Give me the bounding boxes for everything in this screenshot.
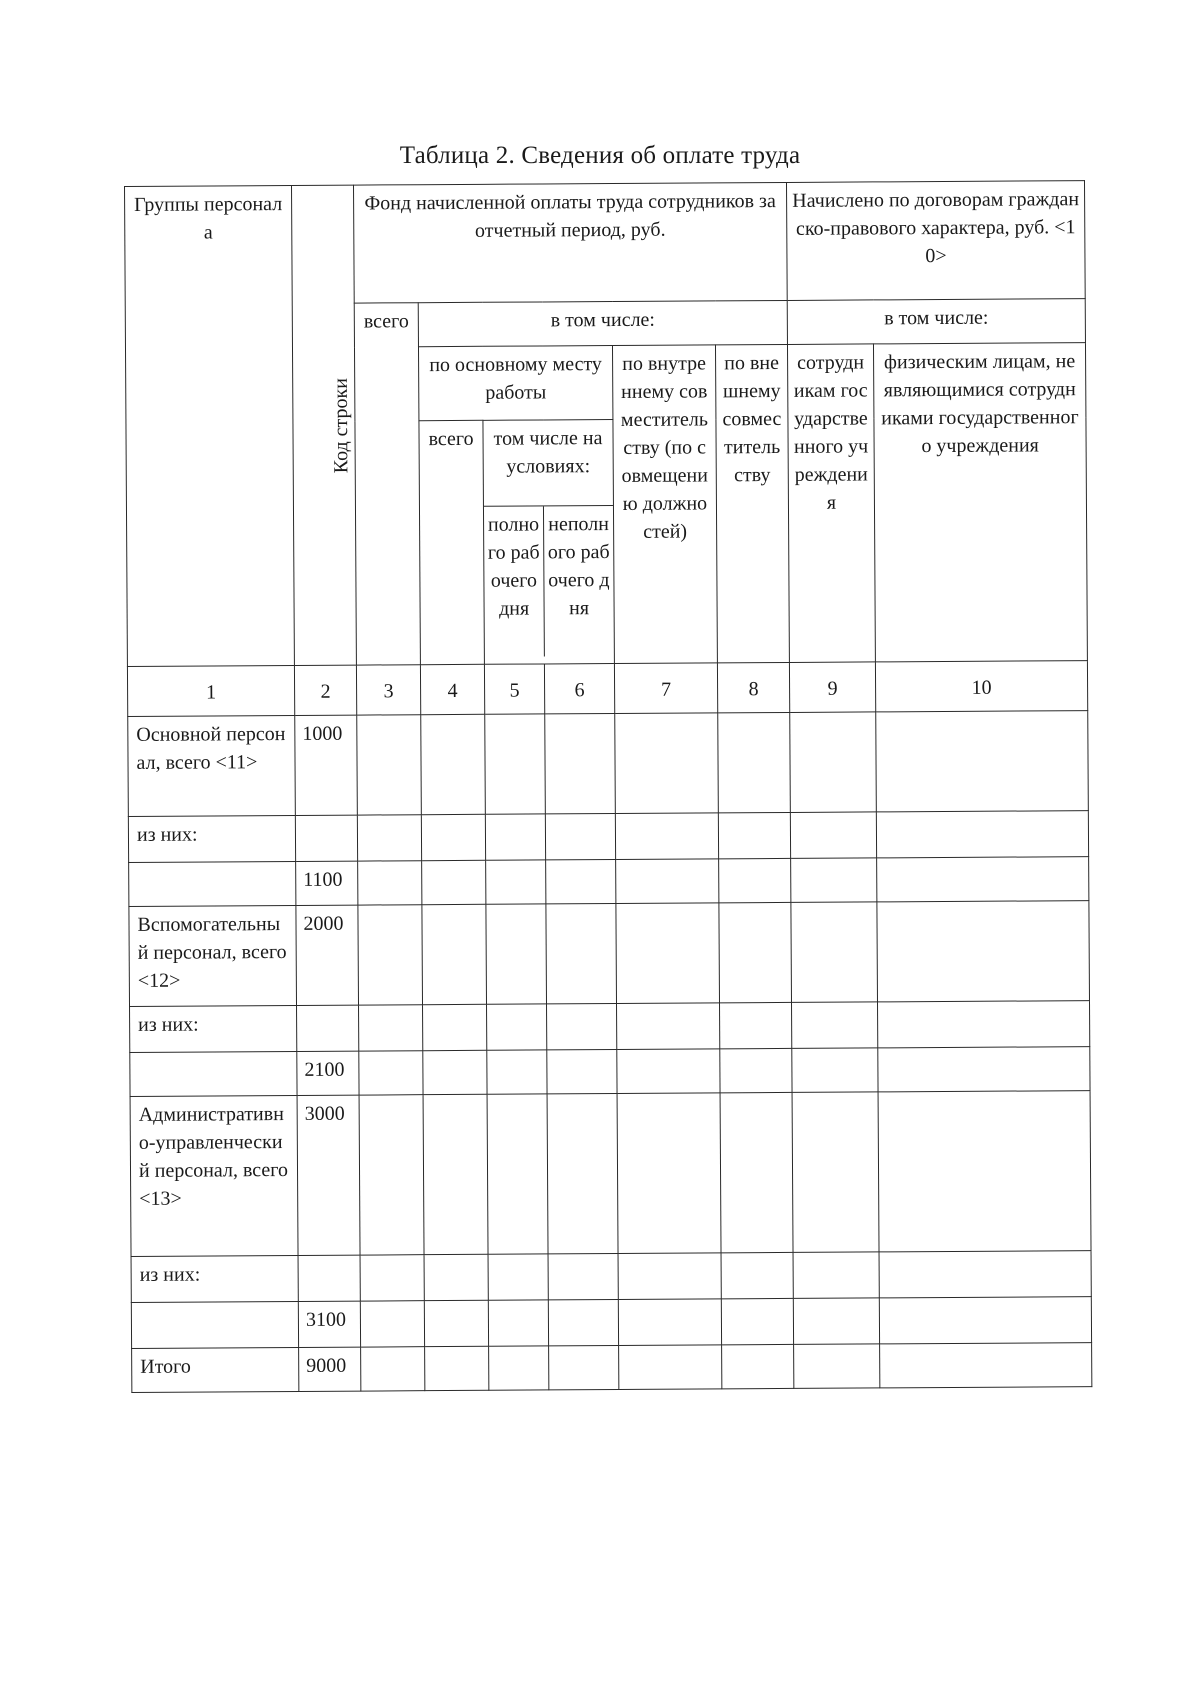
pay-table — [124, 180, 1092, 1393]
header-gph: Начислено по договорам гражданско-правового характера, руб. <10> — [786, 181, 1085, 301]
col-num: 6 — [544, 664, 614, 714]
header-groups: Группы персонала — [125, 185, 295, 666]
header-external: по внешнему совместительству — [715, 344, 789, 662]
col-num: 7 — [614, 663, 717, 714]
row-group — [130, 1051, 297, 1096]
col-num: 9 — [789, 662, 875, 713]
row-group: Основной персонал, всего <11> — [128, 715, 296, 816]
header-full-day: полного рабочего дня — [484, 506, 545, 656]
row-group: Итого — [132, 1347, 299, 1392]
col-num: 4 — [420, 664, 484, 714]
header-main-total: всего — [419, 420, 484, 664]
table-row — [128, 711, 1089, 817]
header-staff: сотрудникам государственного учреждения — [787, 344, 875, 663]
row-code: 1100 — [296, 861, 358, 905]
table-row — [132, 1343, 1092, 1393]
row-code — [297, 1005, 359, 1051]
row-code: 2000 — [296, 905, 359, 1005]
table-row — [131, 1251, 1091, 1303]
header-fund: Фонд начисленной оплаты труда сотрудников за отчетный период, руб. — [353, 182, 787, 303]
row-group — [131, 1301, 298, 1348]
header-row-1 — [125, 181, 1086, 305]
row-group: Вспомогательный персонал, всего <12> — [129, 905, 297, 1006]
header-conditions: том числе на условиях: — [483, 420, 613, 507]
header-internal: по внутреннему совместительству (по совмещению должностей) — [612, 345, 717, 664]
row-code: 3100 — [298, 1301, 360, 1347]
row-code: 2100 — [297, 1051, 359, 1095]
row-code: 3000 — [297, 1095, 360, 1255]
row-group: из них: — [131, 1255, 298, 1302]
col-num: 3 — [356, 665, 420, 715]
header-conditions-split — [484, 506, 614, 657]
header-incl: в том числе: — [418, 300, 787, 346]
header-incl-gph: в том числе: — [787, 299, 1085, 345]
row-group: из них: — [130, 1005, 297, 1052]
column-numbers-row — [127, 661, 1087, 717]
row-code: 9000 — [299, 1347, 361, 1391]
col-num: 1 — [127, 665, 294, 716]
table-row — [128, 811, 1088, 863]
row-code — [295, 815, 357, 861]
row-group — [129, 861, 296, 906]
header-total: всего — [354, 303, 420, 665]
table-row — [131, 1297, 1091, 1349]
header-main-place: по основному месту работы — [418, 346, 612, 421]
table-row — [130, 1047, 1090, 1097]
col-num: 2 — [294, 665, 356, 715]
header-individuals: физическим лицам, не являющимися сотрудниками государственного учреждения — [873, 343, 1087, 662]
header-part-day: неполного рабочего дня — [547, 513, 610, 620]
header-code — [291, 185, 356, 665]
row-code: 1000 — [295, 715, 358, 815]
col-num: 5 — [484, 664, 544, 714]
col-num: 8 — [717, 662, 789, 712]
row-code — [298, 1255, 360, 1301]
table-row — [130, 1001, 1090, 1053]
table-row — [130, 1091, 1091, 1257]
header-conditions-block — [483, 420, 614, 665]
row-group: из них: — [128, 815, 295, 862]
header-code-text: Код строки — [329, 377, 353, 473]
table-row — [129, 857, 1089, 907]
col-num: 10 — [875, 661, 1087, 712]
table-title: Таблица 2. Сведения об оплате труда — [399, 142, 801, 169]
row-group: Административно-управленческий персонал, всего <13> — [130, 1095, 298, 1256]
table-row — [129, 901, 1090, 1007]
